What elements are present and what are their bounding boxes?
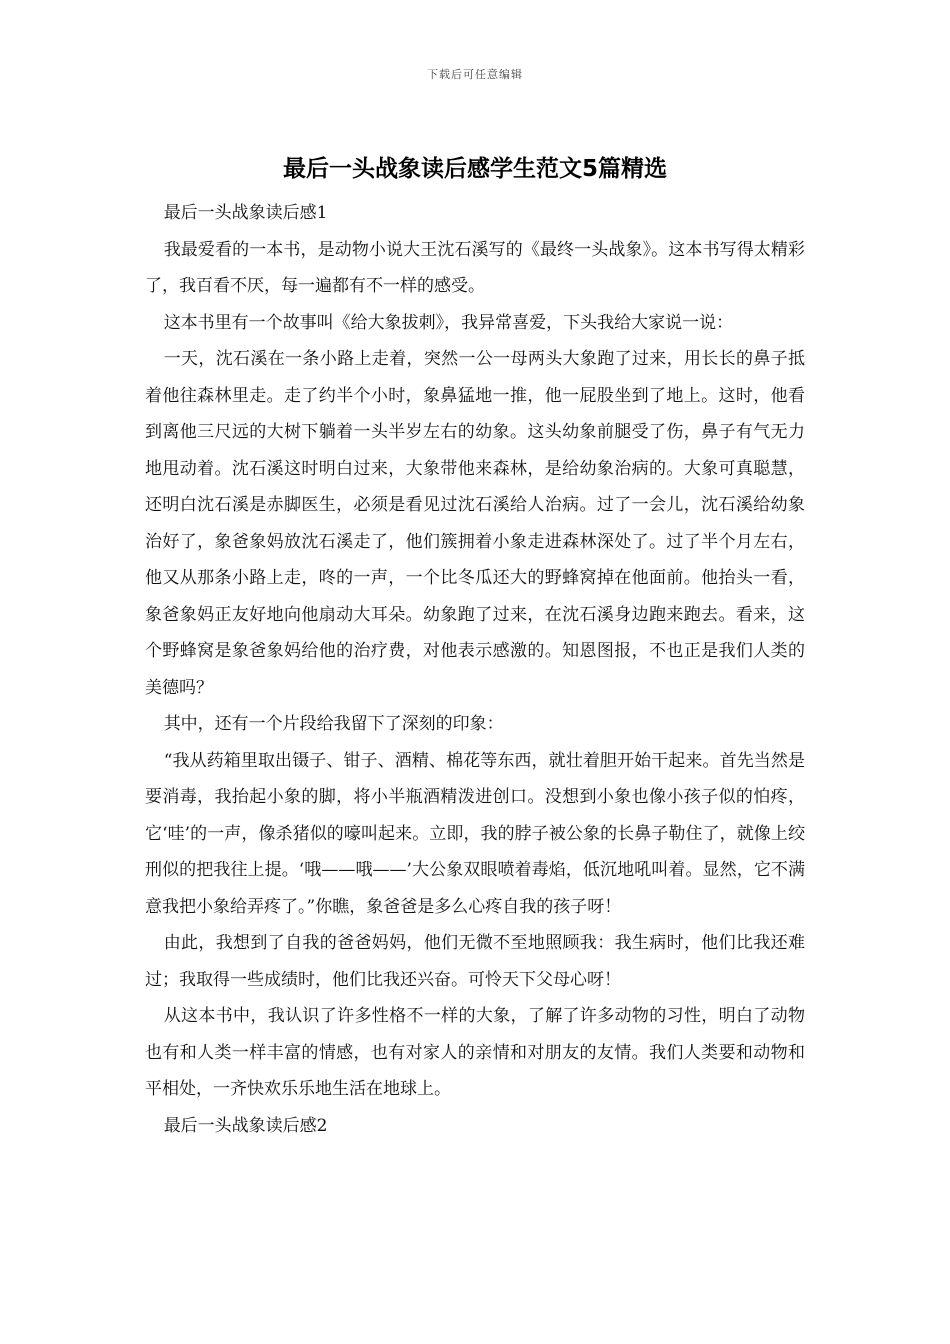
quote-paragraph: “我从药箱里取出镊子、钳子、酒精、棉花等东西，就壮着胆开始干起来。首先当然是要消毒，我抬起小象的脚，将小半瓶酒精泼进创口。没想到小象也像小孩子似的怕疼，它‘哇’的一声，像杀猪似的嚎叫起来。立即，我的脖子被公象的长鼻子勒住了，就像上绞刑似的把我往上提。‘哦——哦——’大公象双眼喷着毒焰，低沉地吼叫着。显然，它不满意我把小象给弄疼了。”你瞧，象爸爸是多么心疼自我的孩子呀！ xyxy=(145,750,805,917)
paragraph: 由此，我想到了自我的爸爸妈妈，他们无微不至地照顾我：我生病时，他们比我还难过；我取得一些成绩时，他们比我还兴奋。可怜天下父母心呀！ xyxy=(145,933,805,990)
paragraph: 一天，沈石溪在一条小路上走着，突然一公一母两头大象跑了过来，用长长的鼻子抵着他往森林里走。走了约半个小时，象鼻猛地一推，他一屁股坐到了地上。这时，他看到离他三尺远的大树下躺着一头半岁左右的幼象。这头幼象前腿受了伤，鼻子有气无力地甩动着。沈石溪这时明白过来，大象带他来森林，是给幼象治病的。大象可真聪慧，还明白沈石溪是赤脚医生，必须是看见过沈石溪给人治病。过了一会儿，沈石溪给幼象治好了，象爸象妈放沈石溪走了，他们簇拥着小象走进森林深处了。过了半个月左右，他又从那条小路上走，咚的一声，一个比冬瓜还大的野蜂窝掉在他面前。他抬头一看，象爸象妈正友好地向他扇动大耳朵。幼象跑了过来，在沈石溪身边跑来跑去。看来，这个野蜂窝是象爸象妈给他的治疗费，对他表示感激的。知恩图报，不也正是我们人类的美德吗？ xyxy=(145,349,805,698)
header-note: 下载后可任意编辑 xyxy=(427,68,523,81)
document-body xyxy=(145,195,805,1144)
paragraph: 我最爱看的一本书，是动物小说大王沈石溪写的《最终一头战象》。这本书写得太精彩了，我百看不厌，每一遍都有不一样的感受。 xyxy=(145,239,805,296)
section-heading: 最后一头战象读后感2 xyxy=(163,1115,328,1136)
paragraph: 这本书里有一个故事叫《给大象拔刺》，我异常喜爱，下头我给大家说一说： xyxy=(163,312,734,333)
section-heading: 最后一头战象读后感1 xyxy=(163,203,328,223)
document-title: 最后一头战象读后感学生范文5篇精选 xyxy=(282,156,667,182)
paragraph: 从这本书中，我认识了许多性格不一样的大象，了解了许多动物的习性，明白了动物也有和人类一样丰富的情感，也有对家人的亲情和对朋友的友情。我们人类要和动物和平相处，一齐快欢乐乐地生活在地球上。 xyxy=(145,1006,805,1099)
paragraph: 其中，还有一个片段给我留下了深刻的印象： xyxy=(163,714,504,734)
